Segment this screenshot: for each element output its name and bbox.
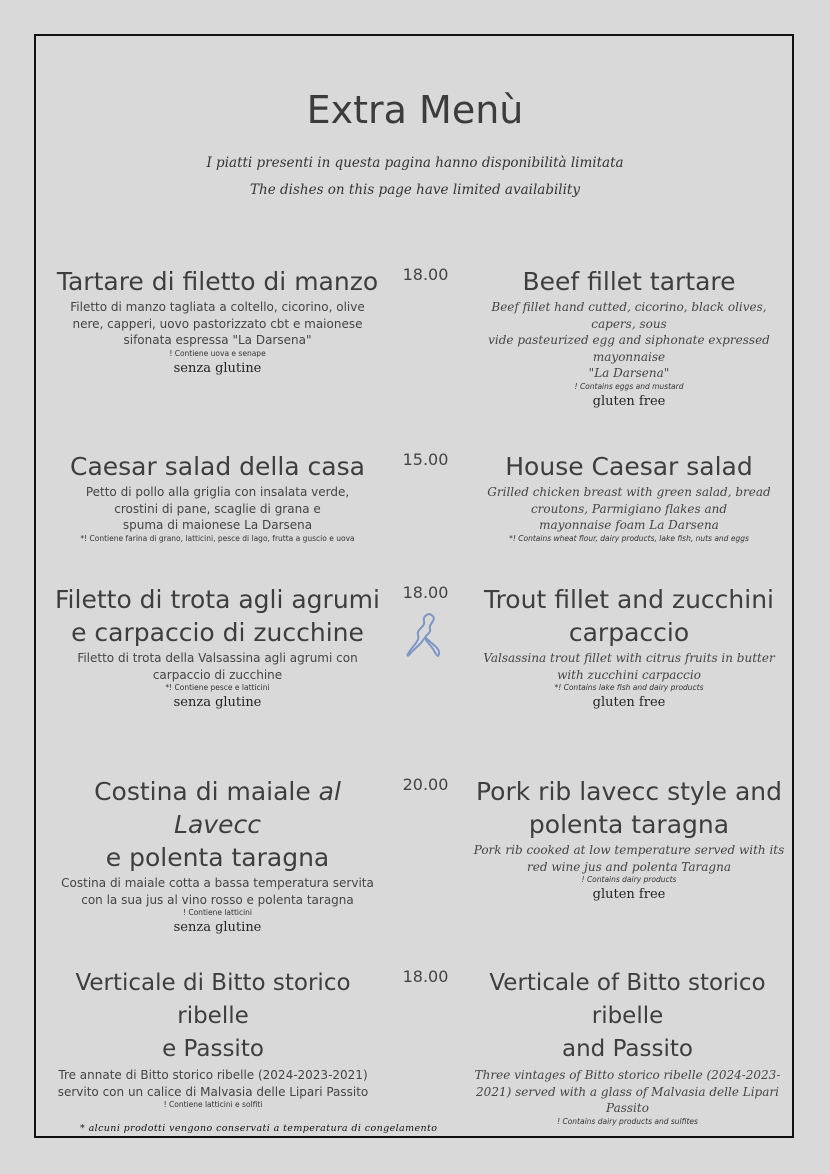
dish-english xyxy=(468,265,790,411)
dish-italian xyxy=(50,450,385,544)
description-line: red wine jus and polenta Taragna xyxy=(527,859,731,874)
description-line: Grilled chicken breast with green salad, bread xyxy=(487,485,771,499)
description-line: sifonata espressa "La Darsena" xyxy=(123,333,312,347)
allergen-note: ! Contiene uova e senape xyxy=(169,348,266,358)
dish-name: Verticale of Bitto storico ribelle xyxy=(489,970,766,1029)
gluten-free-label: senza glutine xyxy=(173,360,262,376)
dish-price: 18.00 xyxy=(402,583,449,602)
description-line: nere, capperi, uovo pastorizzato cbt e maionese xyxy=(72,316,363,331)
description-line: vide pasteurized egg and siphonate expressed mayonnaise xyxy=(488,333,770,364)
lake-como-icon xyxy=(405,612,443,658)
description-line: Beef fillet hand cutted, cicorino, black olives, capers, sous xyxy=(491,300,767,331)
dish-description xyxy=(468,484,790,534)
description-line: Petto di pollo alla griglia con insalata verde, xyxy=(85,485,350,499)
description-line: mayonnaise foam La Darsena xyxy=(539,518,719,532)
dish-name-line2: and Passito xyxy=(562,1036,693,1062)
dish-description xyxy=(455,1067,800,1117)
dish-description xyxy=(468,842,790,875)
description-line: 2021) served with a glass of Malvasia delle Lipari Passito xyxy=(476,1084,779,1115)
gluten-free-label: gluten free xyxy=(592,695,666,710)
dish-name: Trout fillet and zucchini xyxy=(483,585,774,614)
dish-price: 18.00 xyxy=(402,265,449,284)
allergen-note: ! Contains eggs and mustard xyxy=(574,381,684,391)
description-line: con la sua jus al vino rosso e polenta taragna xyxy=(81,892,354,907)
description-line: Tre annate di Bitto storico ribelle (2024-2023-2021) xyxy=(58,1068,368,1082)
dish-price: 18.00 xyxy=(402,967,449,986)
allergen-note: *! Contiene pesce e latticini xyxy=(165,683,270,692)
menu-title: Extra Menù xyxy=(306,88,524,132)
description-line: with zucchini carpaccio xyxy=(557,667,701,682)
dish-description xyxy=(468,650,790,683)
dish-name-text: Costina di maiale xyxy=(94,777,319,806)
dish-price: 15.00 xyxy=(402,450,449,469)
dish-name-line2: e carpaccio di zucchine xyxy=(71,618,364,647)
dish-name: Pork rib lavecc style and xyxy=(475,777,783,806)
description-line: carpaccio di zucchine xyxy=(152,667,283,682)
dish-name-line2: e polenta taragna xyxy=(105,843,330,872)
allergen-note: *! Contiene farina di grano, latticini, pesce di lago, frutta a guscio e uova xyxy=(80,533,355,543)
description-line: Three vintages of Bitto storico ribelle (2024-2023- xyxy=(474,1068,781,1082)
dish-description xyxy=(38,1067,388,1100)
description-line: "La Darsena" xyxy=(588,366,670,380)
allergen-note: *! Contains lake fish and dairy products xyxy=(554,683,704,692)
dish-name xyxy=(50,775,385,841)
description-line: Filetto di manzo tagliata a coltello, cicorino, olive xyxy=(70,300,365,314)
allergen-note: *! Contains wheat flour, dairy products, lake fish, nuts and eggs xyxy=(509,533,749,543)
dish-name: Verticale di Bitto storico ribelle xyxy=(75,970,351,1029)
dish-name-line2: e Passito xyxy=(162,1036,264,1062)
allergen-note: ! Contiene latticini xyxy=(182,908,253,917)
allergen-note: ! Contiene latticini e solfiti xyxy=(163,1100,263,1109)
dish-name: Caesar salad della casa xyxy=(70,452,365,481)
gluten-free-label: gluten free xyxy=(592,887,666,902)
dish-english xyxy=(468,775,790,904)
allergen-note: ! Contains dairy products and sulfites xyxy=(557,1116,698,1126)
description-line: spuma di maionese La Darsena xyxy=(122,518,313,532)
dish-italian xyxy=(50,265,385,378)
dish-italian xyxy=(50,583,385,712)
dish-description xyxy=(50,299,385,349)
allergen-note: ! Contains dairy products xyxy=(581,875,677,884)
dish-name: Filetto di trota agli agrumi xyxy=(55,585,380,614)
subtitle-italian: I piatti presenti in questa pagina hanno disponibilità limitata xyxy=(206,155,624,171)
freezing-footnote: * alcuni prodotti vengono conservati a temperatura di congelamento xyxy=(80,1123,438,1134)
dish-name-italic: al Lavecc xyxy=(174,777,341,839)
dish-name-line2: carpaccio xyxy=(568,618,690,647)
dish-english xyxy=(468,583,790,712)
dish-name: Beef fillet tartare xyxy=(522,267,736,296)
dish-name: House Caesar salad xyxy=(505,452,753,481)
dish-name: Tartare di filetto di manzo xyxy=(56,267,379,296)
subtitle-english: The dishes on this page have limited availability xyxy=(250,182,580,198)
dish-italian xyxy=(50,775,385,937)
description-line: Pork rib cooked at low temperature served with its xyxy=(473,843,785,857)
dish-price: 20.00 xyxy=(402,775,449,794)
gluten-free-label: gluten free xyxy=(592,393,666,409)
dish-name-line2: polenta taragna xyxy=(528,810,730,839)
description-line: Valsassina trout fillet with citrus fruits in butter xyxy=(483,651,775,665)
dish-description xyxy=(50,875,385,908)
dish-english xyxy=(468,450,790,544)
description-line: Filetto di trota della Valsassina agli agrumi con xyxy=(77,651,358,665)
gluten-free-label: senza glutine xyxy=(173,920,262,935)
description-line: croutons, Parmigiano flakes and xyxy=(530,501,728,516)
dish-english xyxy=(455,967,800,1127)
dish-description xyxy=(50,484,385,534)
dish-description xyxy=(468,299,790,382)
gluten-free-label: senza glutine xyxy=(173,695,262,710)
dish-italian xyxy=(38,967,388,1110)
description-line: Costina di maiale cotta a bassa temperatura servita xyxy=(61,876,374,890)
description-line: servito con un calice di Malvasia delle Lipari Passito xyxy=(57,1084,369,1099)
description-line: crostini di pane, scaglie di grana e xyxy=(114,501,321,516)
dish-description xyxy=(50,650,385,683)
